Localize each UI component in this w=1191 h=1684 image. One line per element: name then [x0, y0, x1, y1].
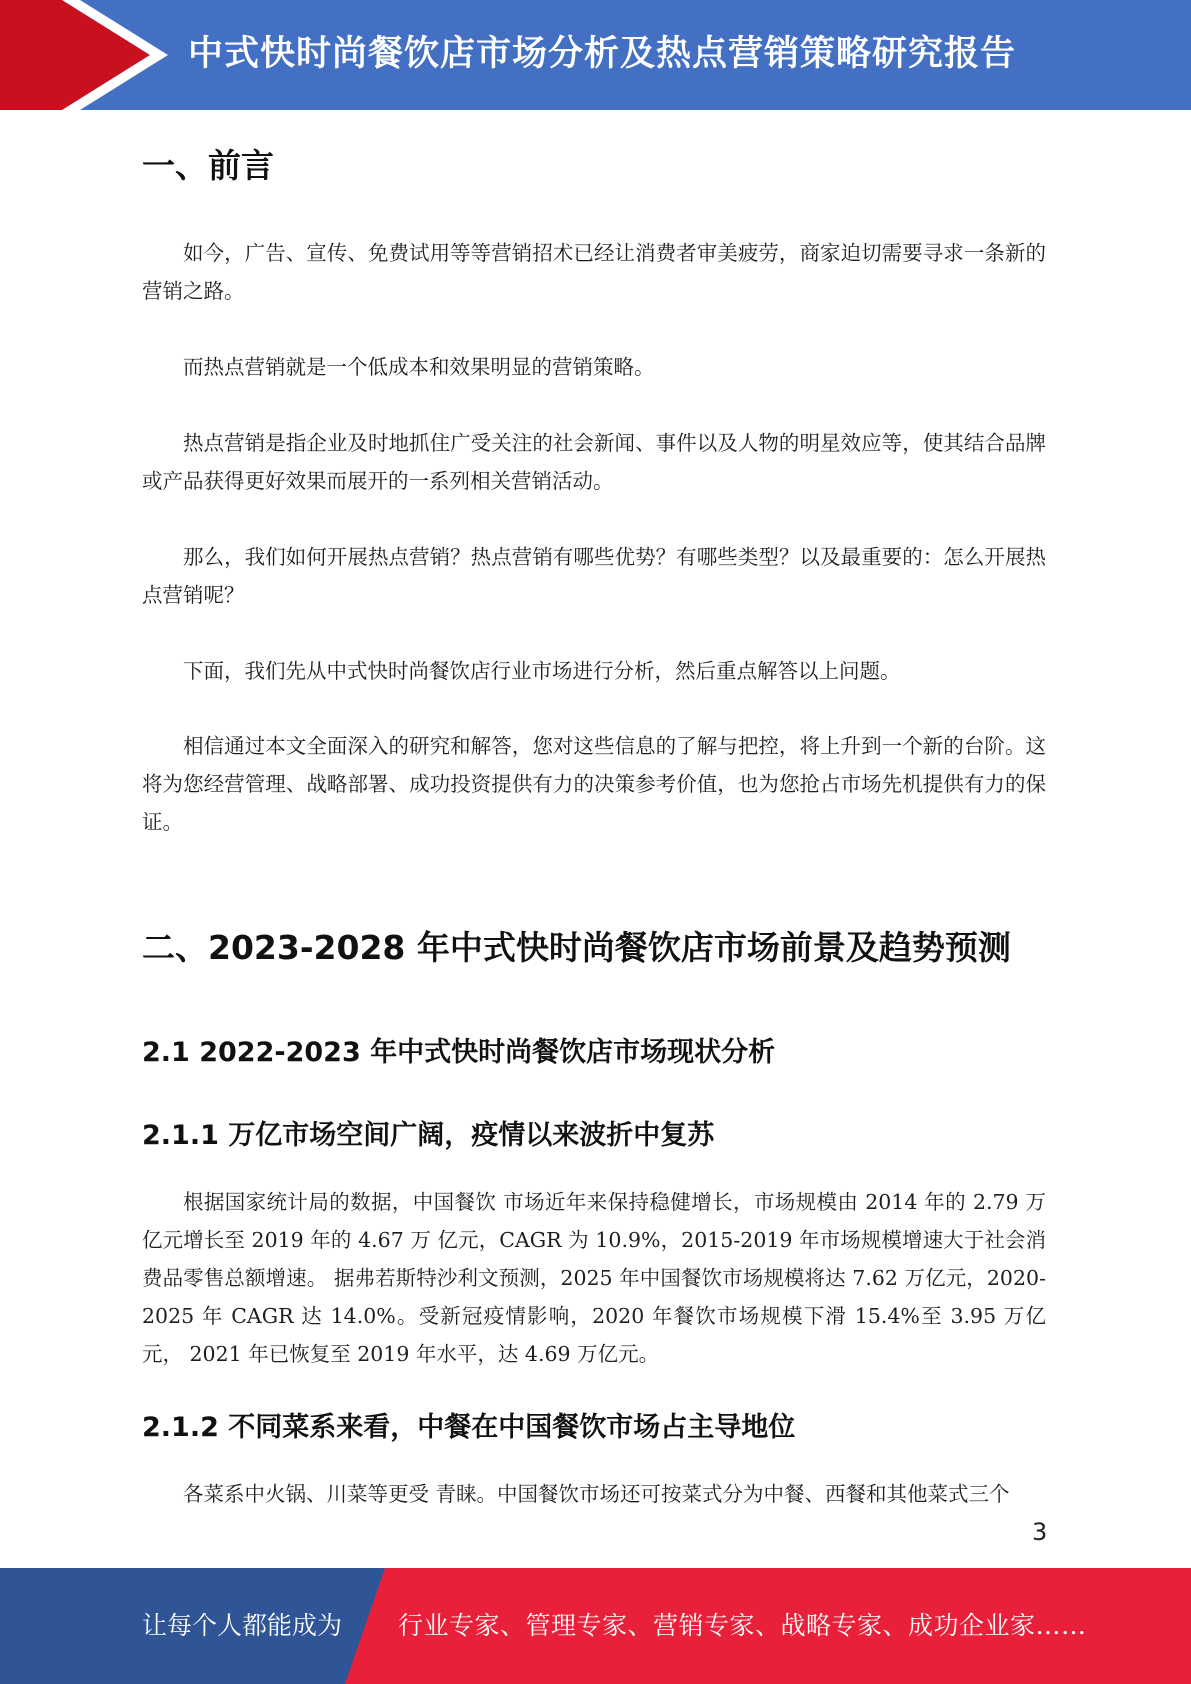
header-red-chevron [0, 0, 150, 110]
preface-paragraph-6: 相信通过本文全面深入的研究和解答，您对这些信息的了解与把控，将上升到一个新的台阶。这将为您经营管理、战略部署、成功投资提供有力的决策参考价值，也为您抢占市场先机提供有力的保证。 [142, 734, 1046, 834]
section-heading-preface: 一、前言 [142, 146, 274, 185]
footer-slogan-left: 让每个人都能成为 [142, 1611, 343, 1640]
preface-paragraph-4: 那么，我们如何开展热点营销？热点营销有哪些优势？有哪些类型？以及最重要的：怎么开展热点营销呢？ [142, 545, 1046, 607]
paragraph-2-1-1: 根据国家统计局的数据，中国餐饮 市场近年来保持稳健增长，市场规模由 2014 年的 2.79 万亿元增长至 2019 年的 4.67 万 亿元，CAGR 为 10.9%，2015-2019 年市场规模增速大于社会消费品零售总额增速。 据弗若斯特沙利文预测，2025 年中国餐饮市场规模将达 7.62 万亿元，2020-2025 年 CAGR 达 14.0%。受新冠疫情影响，2020 年餐饮市场规模下滑 15.4%至 3.95 万亿元， 2021 年已恢复至 2019 年水平，达 4.69 万亿元。 [142, 1190, 1046, 1366]
section-heading-forecast: 二、2023-2028 年中式快时尚餐饮店市场前景及趋势预测 [142, 928, 1011, 967]
subsection-heading-2-1-1: 2.1.1 万亿市场空间广阔，疫情以来波折中复苏 [142, 1120, 715, 1151]
header-banner [0, 0, 1191, 110]
footer-banner [0, 1568, 1191, 1684]
subsection-heading-2-1-2: 2.1.2 不同菜系来看，中餐在中国餐饮市场占主导地位 [142, 1412, 796, 1443]
preface-paragraph-5: 下面，我们先从中式快时尚餐饮店行业市场进行分析，然后重点解答以上问题。 [183, 659, 901, 683]
footer-slogan-right: 行业专家、管理专家、营销专家、战略专家、成功企业家…… [398, 1611, 1087, 1640]
page-number: 3 [1032, 1518, 1048, 1546]
subsection-heading-2-1: 2.1 2022-2023 年中式快时尚餐饮店市场现状分析 [142, 1037, 776, 1068]
preface-paragraph-2: 而热点营销就是一个低成本和效果明显的营销策略。 [183, 355, 655, 379]
preface-paragraph-1: 如今，广告、宣传、免费试用等等营销招术已经让消费者审美疲劳，商家迫切需要寻求一条新的营销之路。 [142, 241, 1046, 303]
document-title: 中式快时尚餐饮店市场分析及热点营销策略研究报告 [188, 34, 1017, 74]
paragraph-2-1-2: 各菜系中火锅、川菜等更受 青睐。中国餐饮市场还可按菜式分为中餐、西餐和其他菜式三个 [183, 1482, 1010, 1506]
preface-paragraph-3: 热点营销是指企业及时地抓住广受关注的社会新闻、事件以及人物的明星效应等，使其结合品牌或产品获得更好效果而展开的一系列相关营销活动。 [142, 431, 1046, 493]
